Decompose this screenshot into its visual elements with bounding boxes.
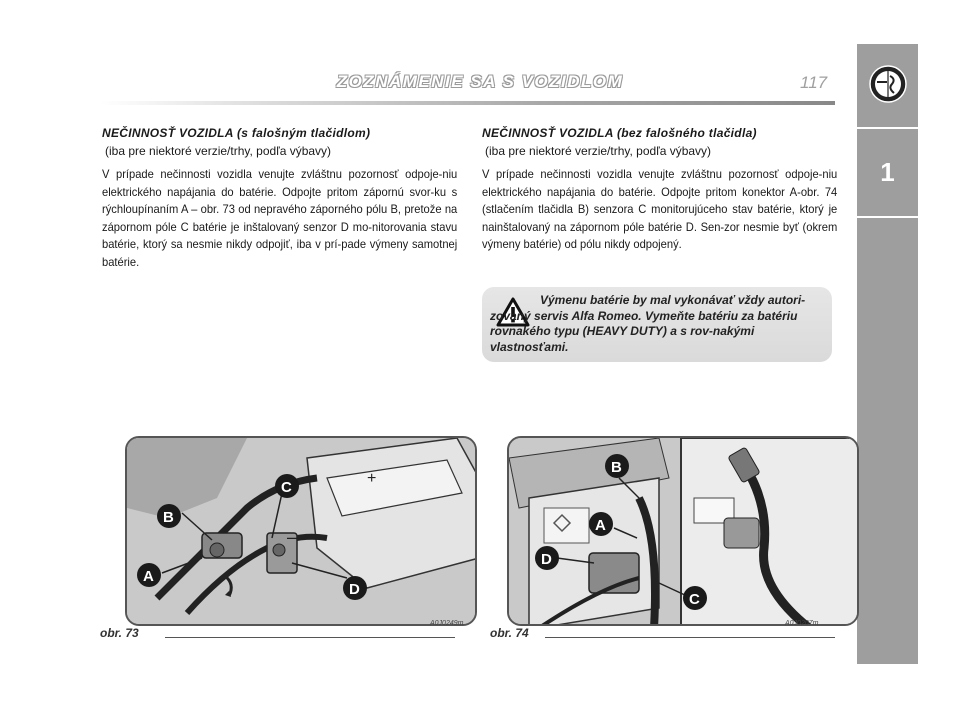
svg-text:D: D — [349, 581, 360, 598]
label-d — [343, 576, 367, 600]
right-section — [482, 125, 837, 254]
figure-code: A0J0249m — [430, 620, 464, 627]
side-tab-divider — [857, 216, 918, 218]
side-tab-divider — [857, 127, 918, 129]
svg-text:A: A — [595, 517, 606, 534]
figure-73 — [125, 436, 477, 626]
section-heading: NEČINNOSŤ VOZIDLA (s falošným tlačidlom) — [102, 126, 371, 140]
label-c — [683, 586, 707, 610]
svg-text:C: C — [689, 591, 700, 608]
warning-box — [482, 287, 832, 362]
warning-text: Výmenu batérie by mal vykonávať vždy autori-zovaný servis Alfa Romeo. Vymeňte batériu za batériu rovnakého typu (HEAVY DUTY) a s rov-nakými vlastnosťami. — [490, 293, 806, 354]
alfa-romeo-logo-icon — [868, 64, 908, 104]
caption-rule — [165, 637, 455, 638]
page-number: 117 — [800, 73, 828, 92]
chapter-side-tab — [857, 44, 918, 664]
section-heading: NEČINNOSŤ VOZIDLA (bez falošného tlačidla) — [482, 126, 757, 140]
label-d — [535, 546, 559, 570]
page-title: ZOZNÁMENIE SA S VOZIDLOM — [336, 72, 624, 91]
section-subheading: (iba pre niektoré verzie/trhy, podľa výbavy) — [485, 143, 712, 158]
figure-code: A0J0207m — [785, 620, 819, 627]
svg-text:–: – — [287, 527, 298, 547]
chapter-number: 1 — [857, 130, 918, 214]
header-rule — [100, 101, 835, 105]
logo-box — [857, 44, 918, 124]
figure-caption: obr. 74 — [490, 626, 529, 640]
caption-rule — [545, 637, 835, 638]
label-a — [589, 512, 613, 536]
svg-text:+: + — [367, 470, 377, 487]
section-body: V prípade nečinnosti vozidla venujte zvláštnu pozornosť odpoje-niu elektrického napájania do batérie. Odpojte pritom zápornú svor-ku s rýchloupínaním A – obr. 73 od nepravého záporného pólu B, pretože na zápornom póle C batérie je inštalovaný senzor D mo-nitorovania stavu batérie, ktorý sa nesmie nikdy odpojiť, iba v prí-pade výmeny samotnej batérie. — [102, 167, 458, 269]
left-section — [102, 125, 457, 271]
section-body: V prípade nečinnosti vozidla venujte zvláštnu pozornosť odpoje-niu elektrického napájania do batérie. Odpojte pritom konektor A-obr. 74 (stlačením tlačidla B) senzora C monitorujúceho stav batérie, ktorý je nainštalovaný na zápornom póle batérie D. Sen-zor nesmie byť (okrem výmeny batérie) od pólu nikdy odpojený. — [482, 167, 838, 251]
battery-illustration-74 — [509, 438, 859, 626]
svg-text:B: B — [611, 459, 622, 476]
section-subheading: (iba pre niektoré verzie/trhy, podľa výbavy) — [105, 143, 332, 158]
label-b — [605, 454, 629, 478]
battery-illustration-73 — [127, 438, 477, 626]
label-a — [137, 563, 161, 587]
label-b — [157, 504, 181, 528]
figure-74 — [507, 436, 859, 626]
svg-text:D: D — [541, 551, 552, 568]
figure-caption: obr. 73 — [100, 626, 139, 640]
svg-text:C: C — [281, 479, 292, 496]
svg-text:B: B — [163, 509, 174, 526]
label-c — [275, 474, 299, 498]
svg-text:A: A — [143, 568, 154, 585]
